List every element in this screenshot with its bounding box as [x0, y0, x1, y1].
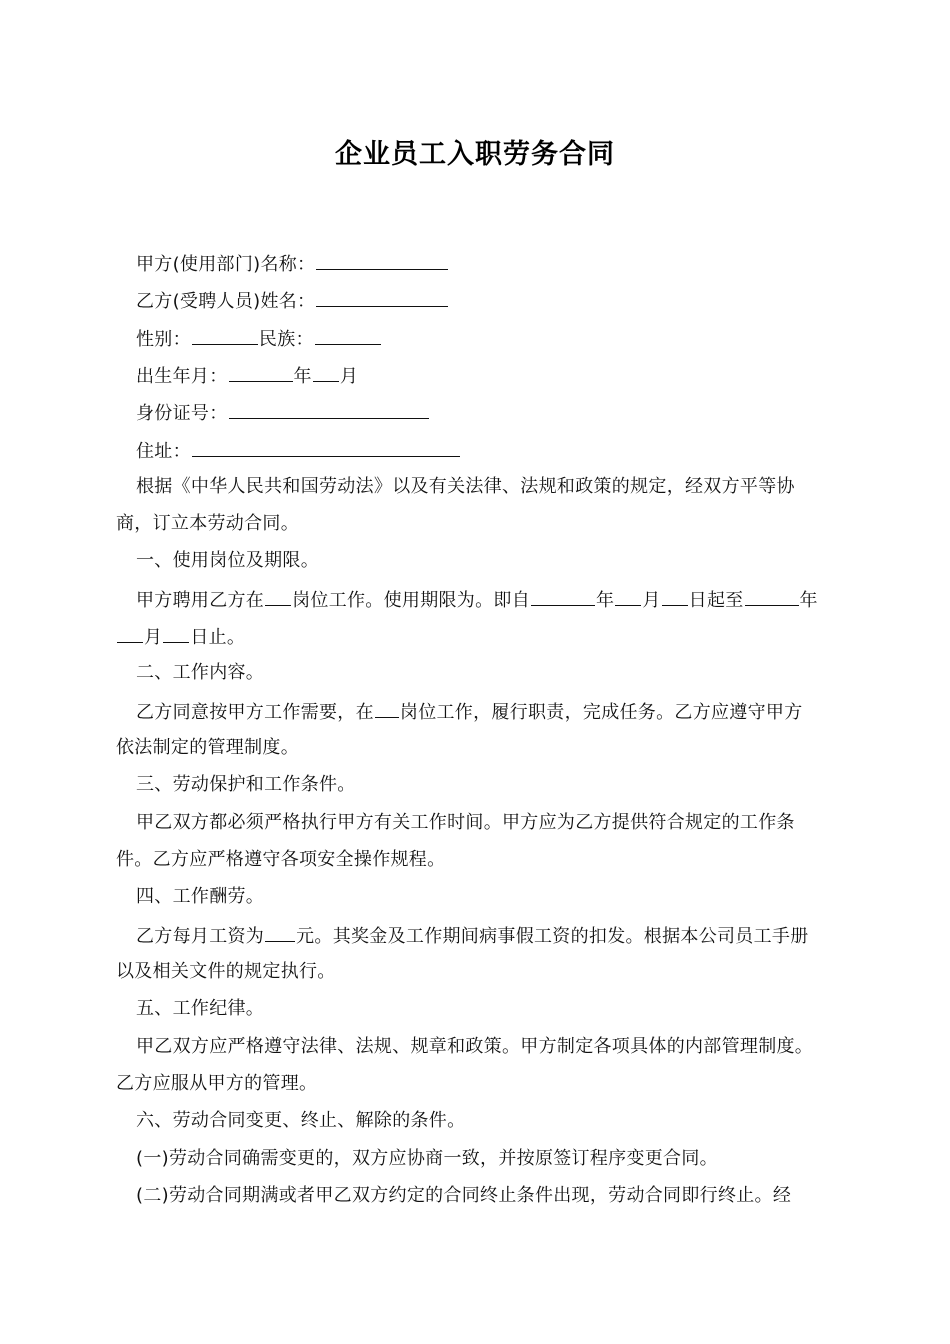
s1-text-g: 月	[144, 627, 163, 648]
id-field	[136, 400, 430, 426]
s1-text-b: 岗位工作。使用期限为。即自	[292, 590, 531, 611]
s1-start-year-blank[interactable]	[531, 587, 595, 606]
gender-ethnicity-field	[136, 326, 382, 352]
address-field	[136, 438, 461, 464]
party-a-field	[136, 251, 449, 277]
s1-end-month-blank[interactable]	[117, 624, 143, 643]
id-label: 身份证号：	[136, 403, 228, 424]
party-a-blank[interactable]	[316, 251, 448, 270]
birth-year-blank[interactable]	[229, 363, 293, 382]
section-4-line-1	[136, 923, 809, 949]
s4-salary-blank[interactable]	[265, 923, 295, 942]
section-6-item-1: (一)劳动合同确需变更的，双方应协商一致，并按原签订程序变更合同。	[136, 1148, 718, 1169]
section-1-line-2	[116, 624, 245, 650]
section-6-item-2: (二)劳动合同期满或者甲乙双方约定的合同终止条件出现，劳动合同即行终止。经	[136, 1185, 792, 1206]
section-2-heading: 二、工作内容。	[136, 662, 265, 683]
section-4-heading: 四、工作酬劳。	[136, 886, 265, 907]
s1-text-c: 年	[596, 590, 615, 611]
s1-text-e: 日起至	[688, 590, 744, 611]
ethnicity-label: 民族：	[258, 329, 314, 350]
section-3-line-1: 甲乙双方都必须严格执行甲方有关工作时间。甲方应为乙方提供符合规定的工作条	[136, 812, 795, 833]
section-5-line-1: 甲乙双方应严格遵守法律、法规、规章和政策。甲方制定各项具体的内部管理制度。	[136, 1036, 814, 1057]
section-6-heading: 六、劳动合同变更、终止、解除的条件。	[136, 1110, 466, 1131]
section-2-line-2: 依法制定的管理制度。	[116, 737, 299, 758]
s2-text-a: 乙方同意按甲方工作需要，在	[136, 702, 374, 723]
section-3-heading: 三、劳动保护和工作条件。	[136, 774, 356, 795]
birth-month-blank[interactable]	[313, 363, 339, 382]
s1-start-month-blank[interactable]	[615, 587, 641, 606]
s1-text-a: 甲方聘用乙方在	[136, 590, 265, 611]
document-title: 企业员工入职劳务合同	[335, 139, 615, 170]
party-a-label: 甲方(使用部门)名称：	[136, 254, 316, 275]
id-blank[interactable]	[229, 400, 429, 419]
address-blank[interactable]	[192, 438, 460, 457]
intro-line-2: 商，订立本劳动合同。	[116, 513, 299, 534]
section-2-line-1	[136, 699, 803, 725]
section-5-heading: 五、工作纪律。	[136, 998, 265, 1019]
intro-line-1: 根据《中华人民共和国劳动法》以及有关法律、法规和政策的规定，经双方平等协	[136, 476, 795, 497]
section-5-line-2: 乙方应服从甲方的管理。	[116, 1073, 318, 1094]
party-b-blank[interactable]	[316, 288, 448, 307]
birth-month-unit: 月	[339, 366, 359, 387]
birth-label: 出生年月：	[136, 366, 228, 387]
section-1-line-1	[136, 587, 818, 613]
ethnicity-blank[interactable]	[315, 326, 381, 345]
section-4-line-2: 以及相关文件的规定执行。	[116, 961, 336, 982]
section-1-heading: 一、使用岗位及期限。	[136, 550, 319, 571]
s4-text-b: 元。其奖金及工作期间病事假工资的扣发。根据本公司员工手册	[296, 926, 809, 947]
party-b-field	[136, 288, 449, 314]
birth-year-unit: 年	[293, 366, 312, 387]
s1-post-blank[interactable]	[265, 587, 291, 606]
s1-end-year-blank[interactable]	[745, 587, 799, 606]
birth-field	[136, 363, 358, 389]
s2-post-blank[interactable]	[375, 699, 399, 718]
s1-text-h: 日止。	[190, 627, 246, 648]
s1-text-d: 月	[642, 590, 661, 611]
s1-text-f: 年	[799, 590, 818, 611]
section-3-line-2: 件。乙方应严格遵守各项安全操作规程。	[116, 849, 446, 870]
party-b-label: 乙方(受聘人员)姓名：	[136, 291, 316, 312]
s1-end-day-blank[interactable]	[163, 624, 189, 643]
s1-start-day-blank[interactable]	[662, 587, 688, 606]
s2-text-b: 岗位工作，履行职责，完成任务。乙方应遵守甲方	[399, 702, 803, 723]
gender-label: 性别：	[136, 329, 191, 350]
gender-blank[interactable]	[192, 326, 258, 345]
address-label: 住址：	[136, 441, 191, 462]
s4-text-a: 乙方每月工资为	[136, 926, 265, 947]
